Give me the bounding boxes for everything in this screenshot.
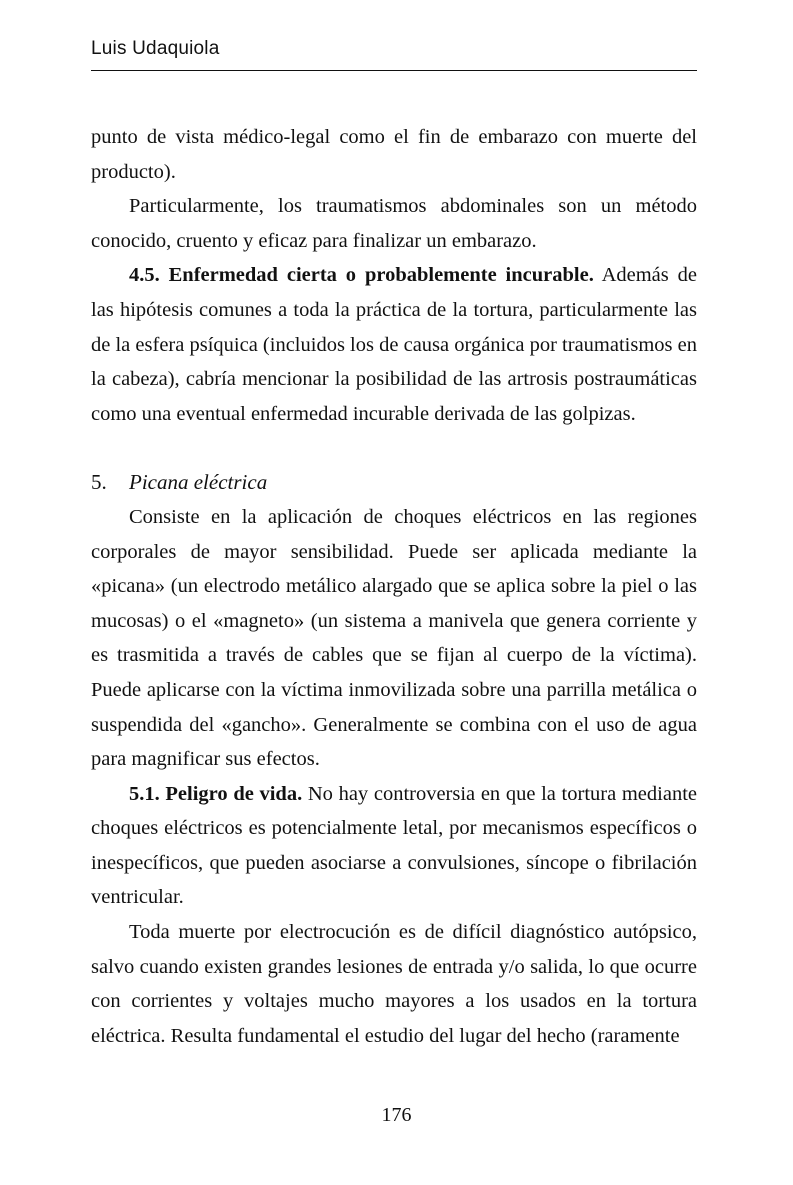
paragraph-abdominal-trauma: Particularmente, los traumatismos abdominales son un método conocido, cruento y eficaz para finalizar un embarazo. xyxy=(91,195,697,252)
running-head-author: Luis Udaquiola xyxy=(91,38,220,59)
page-number: 176 xyxy=(381,1104,412,1126)
subsection-heading-4-5: 4.5. Enfermedad cierta o probablemente incurable. xyxy=(129,264,594,287)
paragraph-danger-to-life xyxy=(91,777,697,915)
paragraph-danger-to-life-text: No hay controversia en que la tortura mediante choques eléctricos es potencialmente letal, por mecanismos específicos o inespecíficos, que pueden asociarse a convulsiones, síncope o fibrilación ventricular. xyxy=(91,782,697,909)
header-rule xyxy=(91,70,697,71)
paragraph-incurable-disease xyxy=(91,258,697,431)
page-body xyxy=(91,120,697,1053)
section-number: 5. xyxy=(91,470,107,495)
subsection-heading-5-1: 5.1. Peligro de vida. xyxy=(129,782,303,805)
paragraph-continuation: punto de vista médico-legal como el fin de embarazo con muerte del producto). xyxy=(91,126,697,183)
section-title: Picana eléctrica xyxy=(129,470,268,495)
paragraph-picana-description: Consiste en la aplicación de choques eléctricos en las regiones corporales de mayor sensibilidad. Puede ser aplicada mediante la «picana» (un electrodo metálico alargado que se aplica sobre la piel o las mucosas) o el «magneto» (un sistema a manivela que genera corriente y es trasmitida a través de cables que se fijan al cuerpo de la víctima). Puede aplicarse con la víctima inmovilizada sobre una parrilla metálica o suspendida del «gancho». Generalmente se combina con el uso de agua para magnificar sus efectos. xyxy=(91,505,697,771)
paragraph-electrocution-diagnosis: Toda muerte por electrocución es de difícil diagnóstico autópsico, salvo cuando existen grandes lesiones de entrada y/o salida, lo que ocurre con corrientes y voltajes mucho mayores a los usados en la tortura eléctrica. Resulta fundamental el estudio del lugar del hecho (raramente xyxy=(91,921,697,1047)
section-heading-5 xyxy=(91,465,697,500)
paragraph-incurable-disease-text: Además de las hipótesis comunes a toda la práctica de la tortura, particularmente las de la esfera psíquica (incluidos los de causa orgánica por traumatismos en la cabeza), cabría mencionar la posibilidad de las artrosis postraumáticas como una eventual enfermedad incurable derivada de las golpizas. xyxy=(91,264,697,425)
